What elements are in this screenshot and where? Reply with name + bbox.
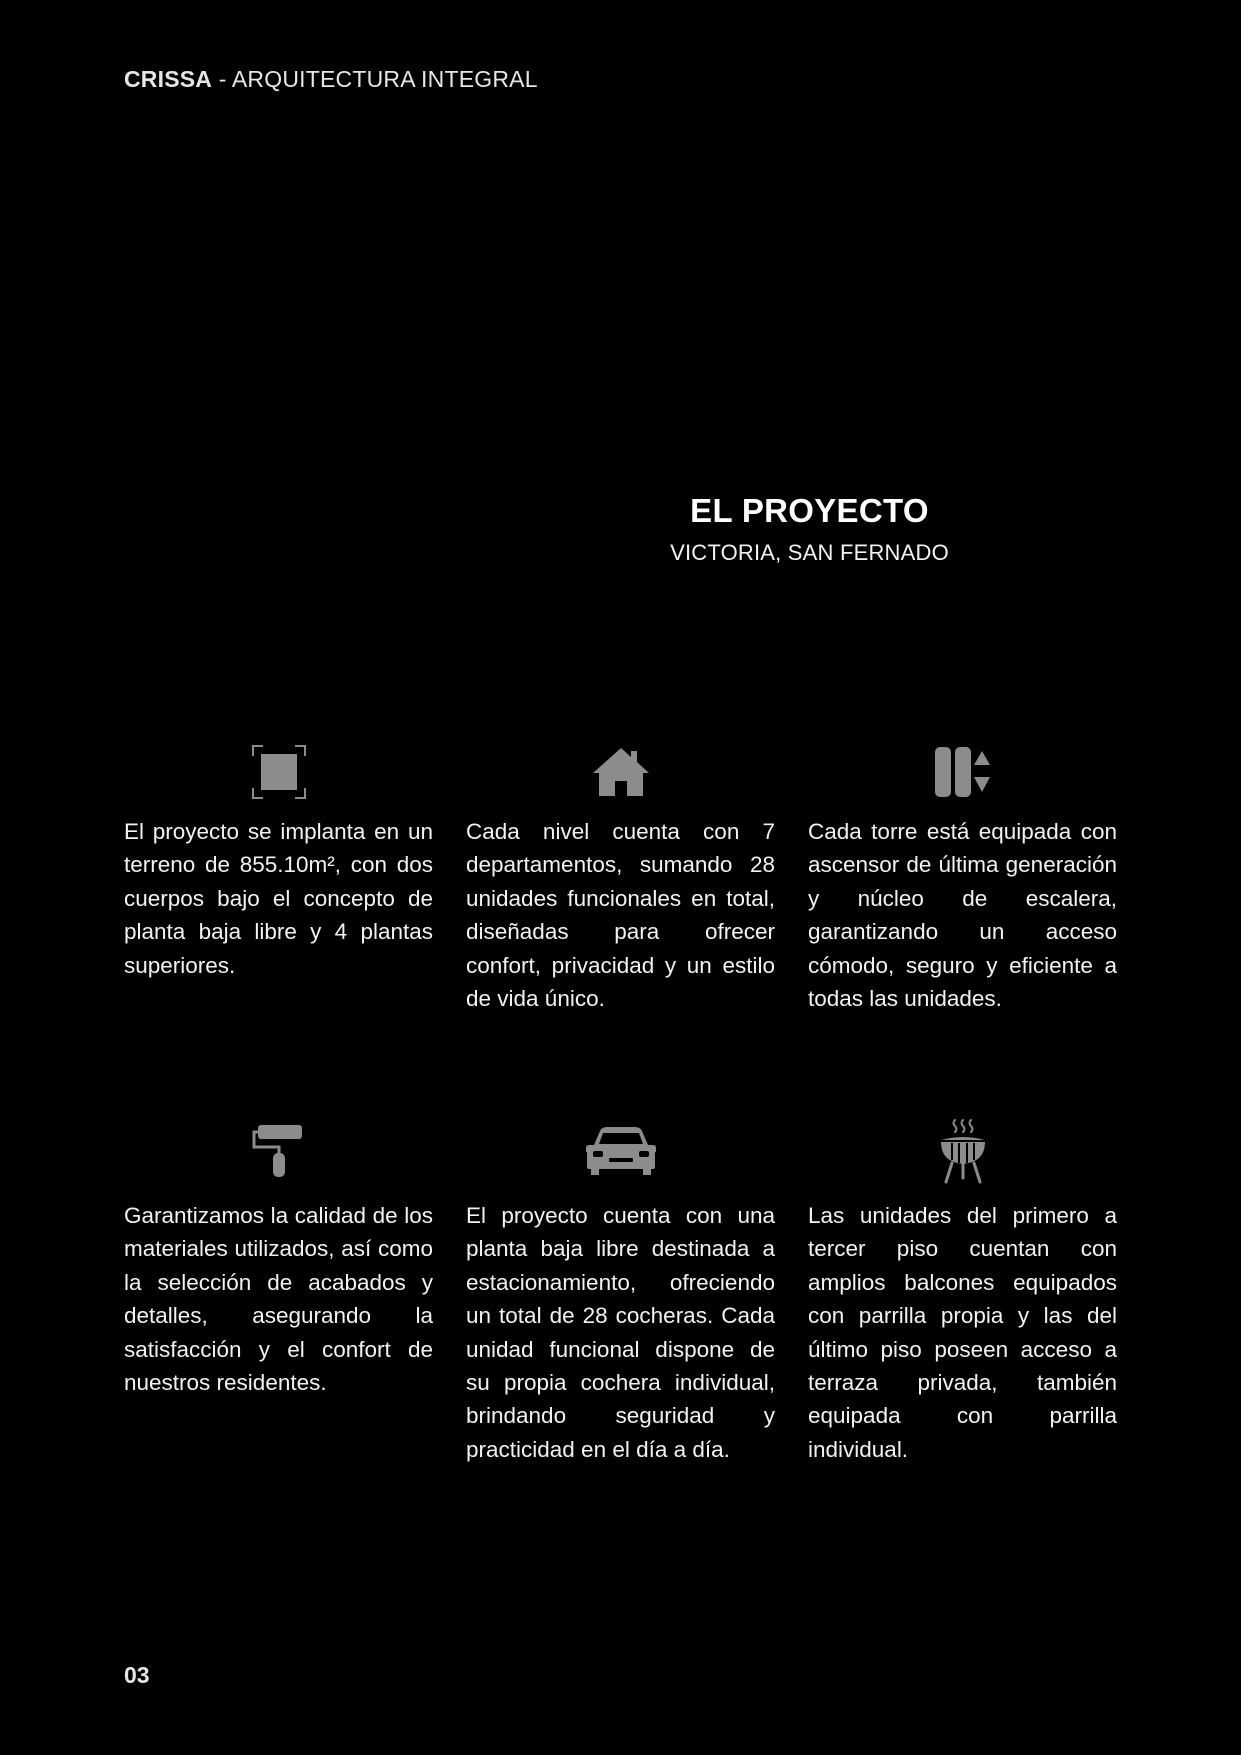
feature-units (466, 743, 775, 1015)
feature-text: Las unidades del primero a tercer piso cuentan con amplios balcones equipados con parrilla propia y las del último piso poseen acceso a terraza privada, también equipada con parrilla individual. (808, 1203, 1117, 1462)
header-tagline: ARQUITECTURA INTEGRAL (231, 66, 538, 92)
feature-area (124, 743, 433, 982)
feature-grill (808, 1122, 1117, 1466)
feature-text: El proyecto cuenta con una planta baja libre destinada a estacionamiento, ofreciendo un total de 28 cocheras. Cada unidad funcional dispone de su propia cochera individual, brindando seguridad y practicidad en el día a día. (466, 1203, 775, 1462)
feature-parking (466, 1122, 775, 1466)
section-heading (0, 492, 1241, 566)
page-header (124, 66, 538, 93)
feature-text: El proyecto se implanta en un terreno de 855.10m², con dos cuerpos bajo el concepto de planta baja libre y 4 plantas superiores. (124, 819, 433, 978)
feature-elevator (808, 743, 1117, 1015)
feature-text: Cada nivel cuenta con 7 departamentos, sumando 28 unidades funcionales en total, diseñadas para ofrecer confort, privacidad y un estilo de vida único. (466, 819, 775, 1012)
brand-name: CRISSA (124, 66, 213, 92)
header-separator: - (212, 66, 232, 92)
area-icon (252, 745, 306, 799)
paint-roller-icon (252, 1123, 306, 1179)
section-location: VICTORIA, SAN FERNADO (670, 540, 949, 565)
car-icon (585, 1125, 657, 1177)
feature-text: Cada torre está equipada con ascensor de última generación y núcleo de escalera, garantizando un acceso cómodo, seguro y eficiente a todas las unidades. (808, 819, 1117, 1012)
feature-materials (124, 1122, 433, 1399)
grill-icon (938, 1118, 988, 1184)
house-icon (591, 746, 651, 798)
elevator-icon (933, 746, 993, 798)
feature-text: Garantizamos la calidad de los materiales utilizados, así como la selección de acabados y detalles, asegurando la satisfacción y el confort de nuestros residentes. (124, 1203, 433, 1396)
section-title: EL PROYECTO (690, 492, 929, 529)
page-number: 03 (124, 1662, 150, 1688)
